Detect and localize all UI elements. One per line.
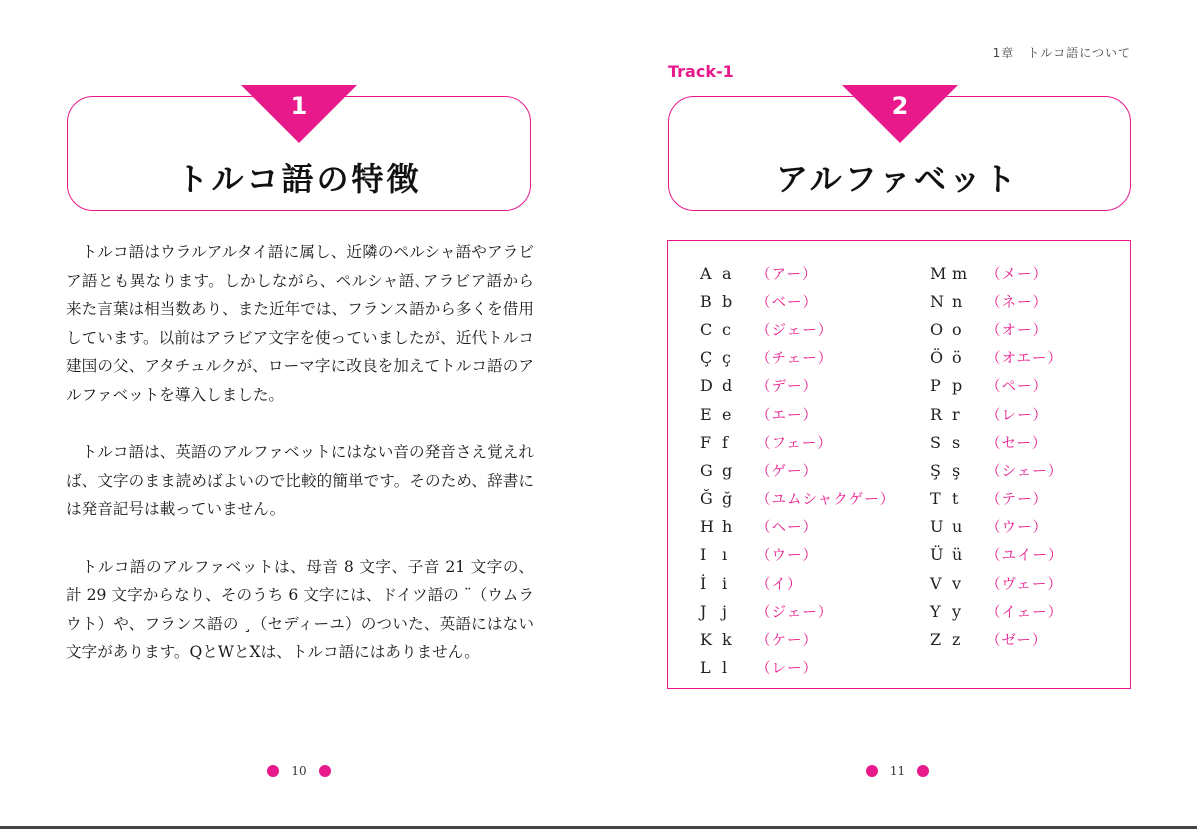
alphabet-column-1 bbox=[700, 259, 895, 682]
letter-lower: ö bbox=[952, 348, 962, 368]
letter-reading: （レー） bbox=[756, 661, 818, 678]
letter-lower: e bbox=[722, 404, 732, 424]
letter-reading: （ウー） bbox=[756, 548, 818, 565]
letter-upper: K bbox=[700, 630, 712, 650]
letter-lower: m bbox=[952, 263, 968, 283]
alphabet-row bbox=[930, 513, 1064, 541]
letter-lower: j bbox=[722, 601, 727, 621]
letter-upper: H bbox=[700, 517, 714, 537]
letter-lower: g bbox=[722, 460, 733, 480]
alphabet-row bbox=[700, 456, 895, 484]
letter-upper: S bbox=[930, 432, 941, 452]
letter-reading: （ゲー） bbox=[756, 463, 818, 480]
alphabet-row bbox=[700, 513, 895, 541]
letter-upper: N bbox=[930, 291, 944, 311]
letter-upper: G bbox=[700, 460, 713, 480]
letter-upper: L bbox=[700, 658, 711, 678]
alphabet-row bbox=[700, 654, 895, 682]
letter-lower: z bbox=[952, 630, 961, 650]
letter-lower: s bbox=[952, 432, 961, 452]
letter-reading: （フェー） bbox=[756, 435, 833, 452]
page-footer bbox=[0, 764, 598, 778]
alphabet-row bbox=[700, 287, 895, 315]
letter-reading: （ベー） bbox=[756, 294, 818, 311]
body-text bbox=[66, 238, 534, 696]
letter-lower: ç bbox=[722, 348, 731, 368]
alphabet-row bbox=[930, 372, 1064, 400]
page-footer bbox=[598, 764, 1197, 778]
page-number: 11 bbox=[889, 764, 906, 778]
letter-reading: （レー） bbox=[986, 407, 1048, 424]
letter-upper: C bbox=[700, 319, 713, 339]
alphabet-row bbox=[700, 315, 895, 343]
letter-reading: （ペー） bbox=[986, 379, 1048, 396]
alphabet-row bbox=[700, 625, 895, 653]
chapter-header: 1章 トルコ語について bbox=[992, 46, 1131, 60]
track-label: Track-1 bbox=[668, 62, 734, 81]
alphabet-table bbox=[667, 240, 1131, 689]
alphabet-row bbox=[930, 428, 1064, 456]
letter-upper: V bbox=[930, 573, 942, 593]
alphabet-row bbox=[700, 597, 895, 625]
letter-upper: P bbox=[930, 376, 941, 396]
letter-lower: ş bbox=[952, 460, 961, 480]
letter-reading: （ジェー） bbox=[756, 322, 834, 339]
letter-lower: p bbox=[952, 376, 963, 396]
letter-upper: O bbox=[930, 319, 944, 339]
alphabet-row bbox=[930, 597, 1064, 625]
alphabet-row bbox=[700, 428, 895, 456]
alphabet-row bbox=[930, 287, 1064, 315]
letter-reading: （テー） bbox=[986, 492, 1048, 509]
alphabet-row bbox=[700, 569, 895, 597]
section-title: トルコ語の特徴 bbox=[176, 160, 422, 198]
letter-reading: （メー） bbox=[986, 266, 1048, 283]
alphabet-row bbox=[930, 400, 1064, 428]
letter-upper: Y bbox=[930, 601, 941, 621]
letter-lower: ı bbox=[722, 545, 728, 565]
letter-reading: （イ） bbox=[756, 576, 803, 593]
letter-lower: v bbox=[952, 573, 962, 593]
section-number: 1 bbox=[290, 92, 308, 120]
letter-lower: ü bbox=[952, 545, 963, 565]
dot-icon bbox=[917, 765, 929, 777]
letter-reading: （エー） bbox=[756, 407, 818, 424]
letter-lower: c bbox=[722, 319, 731, 339]
alphabet-row bbox=[700, 541, 895, 569]
alphabet-row bbox=[700, 485, 895, 513]
letter-reading: （ヴェー） bbox=[986, 576, 1063, 593]
letter-lower: f bbox=[722, 432, 728, 452]
letter-upper: Ç bbox=[700, 348, 713, 368]
letter-upper: D bbox=[700, 376, 713, 396]
alphabet-row bbox=[930, 259, 1064, 287]
letter-upper: R bbox=[930, 404, 943, 424]
dot-icon bbox=[866, 765, 878, 777]
letter-lower: t bbox=[952, 489, 959, 509]
letter-upper: Ğ bbox=[700, 489, 713, 509]
letter-lower: i bbox=[722, 573, 728, 593]
letter-lower: o bbox=[952, 319, 962, 339]
section-title: アルファベット bbox=[775, 160, 1020, 198]
letter-lower: h bbox=[722, 517, 733, 537]
letter-upper: B bbox=[700, 291, 712, 311]
letter-upper: Ş bbox=[930, 460, 941, 480]
letter-reading: （オー） bbox=[986, 322, 1048, 339]
letter-reading: （シェー） bbox=[986, 463, 1064, 480]
letter-upper: Ö bbox=[930, 348, 944, 368]
letter-reading: （ウー） bbox=[986, 520, 1048, 537]
letter-lower: b bbox=[722, 291, 733, 311]
alphabet-row bbox=[930, 569, 1064, 597]
letter-lower: r bbox=[952, 404, 960, 424]
letter-lower: k bbox=[722, 630, 732, 650]
alphabet-row bbox=[700, 259, 895, 287]
alphabet-row bbox=[700, 400, 895, 428]
letter-lower: l bbox=[722, 658, 728, 678]
paragraph: トルコ語は、英語のアルファベットにはない音の発音さえ覚えれば、文字のまま読めばよいので比較的簡単です。そのため、辞書には発音記号は載っていません。 bbox=[66, 443, 534, 518]
letter-reading: （ネー） bbox=[986, 294, 1048, 311]
letter-reading: （チェー） bbox=[756, 351, 834, 368]
letter-lower: d bbox=[722, 376, 733, 396]
letter-upper: A bbox=[700, 263, 712, 283]
letter-upper: U bbox=[930, 517, 944, 537]
alphabet-row bbox=[930, 625, 1064, 653]
left-page bbox=[0, 0, 598, 829]
letter-reading: （デー） bbox=[756, 379, 818, 396]
right-page bbox=[598, 0, 1197, 829]
letter-upper: E bbox=[700, 404, 712, 424]
letter-upper: M bbox=[930, 263, 947, 283]
alphabet-row bbox=[700, 344, 895, 372]
letter-reading: （セー） bbox=[986, 435, 1048, 452]
paragraph: トルコ語のアルファベットは、母音 8 文字、子音 21 文字の、計 29 文字からなり、そのうち 6 文字には、ドイツ語の ¨（ウムラウト）や、フランス語の ¸（セディーユ）のついた、英語にはない文字があります。QとWとXは、トルコ語にはありません。 bbox=[66, 557, 534, 661]
letter-upper: Ü bbox=[930, 545, 944, 565]
dot-icon bbox=[319, 765, 331, 777]
letter-reading: （ゼー） bbox=[986, 633, 1048, 650]
paragraph: トルコ語はウラルアルタイ語に属し、近隣のペルシャ語やアラビア語とも異なります。しかしながら、ペルシャ語､アラビア語から来た言葉は相当数あり、また近年では、フランス語から多くを借用しています。以前はアラビア文字を使っていましたが、近代トルコ建国の父、アタチュルクが、ローマ字に改良を加えてトルコ語のアルファベットを導入しました。 bbox=[66, 243, 534, 404]
letter-upper: J bbox=[700, 601, 707, 621]
letter-upper: İ bbox=[700, 573, 707, 593]
alphabet-row bbox=[930, 541, 1064, 569]
letter-upper: Z bbox=[930, 630, 942, 650]
alphabet-row bbox=[930, 456, 1064, 484]
alphabet-row bbox=[700, 372, 895, 400]
letter-upper: T bbox=[930, 489, 941, 509]
letter-reading: （ヘー） bbox=[756, 520, 818, 537]
letter-lower: y bbox=[952, 601, 962, 621]
letter-reading: （ジェー） bbox=[756, 604, 834, 621]
letter-reading: （オエー） bbox=[986, 351, 1063, 368]
letter-reading: （イェー） bbox=[986, 604, 1064, 621]
dot-icon bbox=[267, 765, 279, 777]
letter-lower: u bbox=[952, 517, 963, 537]
alphabet-row bbox=[930, 344, 1064, 372]
letter-reading: （アー） bbox=[756, 266, 818, 283]
letter-lower: n bbox=[952, 291, 963, 311]
letter-reading: （ケー） bbox=[756, 633, 818, 650]
alphabet-row bbox=[930, 485, 1064, 513]
letter-upper: F bbox=[700, 432, 712, 452]
letter-reading: （ユムシャクゲー） bbox=[756, 492, 896, 509]
alphabet-column-2 bbox=[930, 259, 1064, 654]
letter-lower: ğ bbox=[722, 489, 733, 509]
section-number: 2 bbox=[891, 92, 909, 120]
letter-lower: a bbox=[722, 263, 732, 283]
letter-upper: I bbox=[700, 545, 707, 565]
letter-reading: （ユイー） bbox=[986, 548, 1064, 565]
alphabet-row bbox=[930, 315, 1064, 343]
page-number: 10 bbox=[291, 764, 307, 778]
